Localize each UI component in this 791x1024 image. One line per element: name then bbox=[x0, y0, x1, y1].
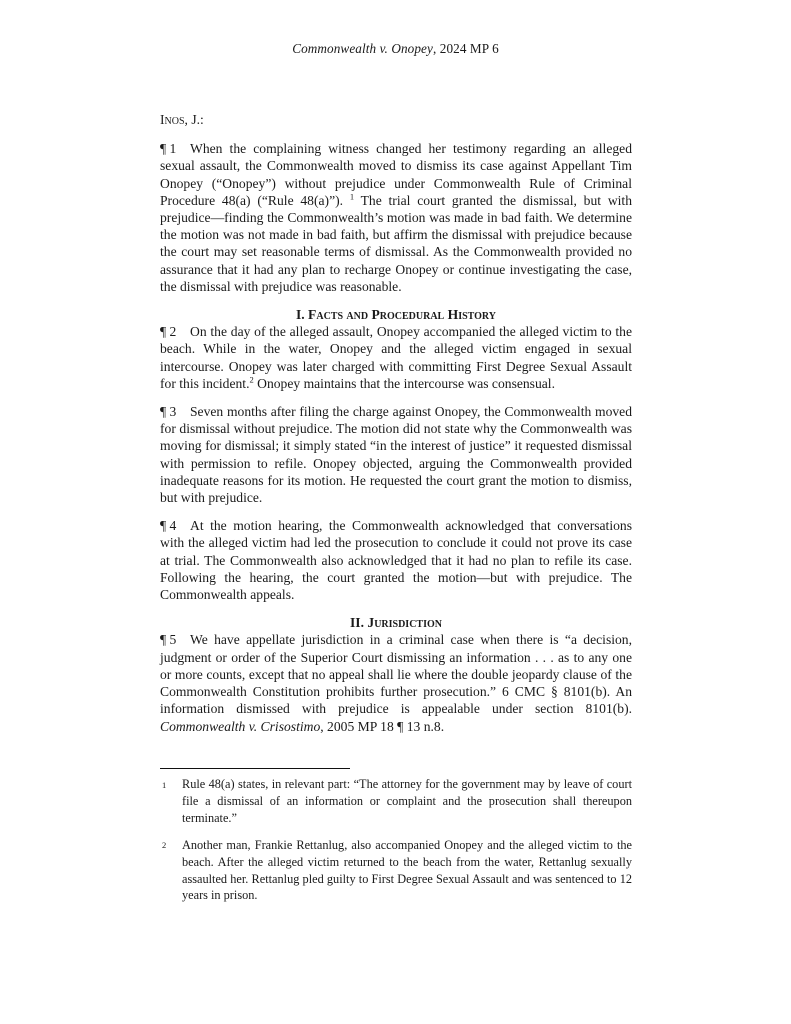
running-header-case-name: Commonwealth v. Onopey bbox=[292, 41, 433, 56]
paragraph-number: ¶ 3 bbox=[160, 404, 177, 420]
text-segment: When the complaining witness changed her testimony regarding an alleged sexual assault, the Commonwealth moved to dismiss its case against Appellant Tim Onopey (“Onopey”) without prejudice under Commonwealth Rule of Criminal Procedure 48(a) (“Rule 48(a)”). bbox=[160, 141, 632, 208]
paragraph-number: ¶ 4 bbox=[160, 518, 177, 534]
paragraph-number: ¶ 1 bbox=[160, 141, 177, 157]
opinion-paragraph bbox=[160, 517, 632, 603]
text-segment: We have appellate jurisdiction in a criminal case when there is “a decision, judgment or order of the Superior Court dismissing an information . . . as to any one or more counts, except that no appeal shall lie where the double jeopardy clause of the Commonwealth Constitution prohibits further prosecution.” 6 CMC § 8101(b). An information dismissed with prejudice is appealable under section 8101(b). bbox=[160, 632, 632, 717]
opinion-body bbox=[160, 111, 632, 746]
footnote bbox=[160, 837, 632, 905]
text-segment: Onopey maintains that the intercourse was consensual. bbox=[253, 375, 555, 391]
opinion-paragraph bbox=[160, 323, 632, 392]
opinion-paragraph bbox=[160, 140, 632, 295]
footnote-reference: 2 bbox=[249, 374, 254, 385]
text-segment: , 2005 MP 18 ¶ 13 n.8. bbox=[320, 718, 445, 734]
section-heading: II. Jurisdiction bbox=[350, 615, 442, 631]
footnote-list bbox=[160, 776, 632, 904]
text-segment: The trial court granted the dismissal, but with prejudice—finding the Commonwealth’s motion was made in bad faith. We determine the motion was not made in bad faith, but affirm the dismissal with prejudice because the court may set reasonable terms of dismissal. As the Commonwealth provided no assurance that it had any plan to recharge Onopey or continue investigating the case, the dismissal with prejudice was reasonable. bbox=[160, 192, 632, 294]
running-header bbox=[0, 41, 791, 57]
judge-line: Inos, J.: bbox=[160, 112, 204, 127]
footnote-separator bbox=[160, 768, 350, 769]
footnote-text: Rule 48(a) states, in relevant part: “The attorney for the government may by leave of court file a dismissal of an information or complaint and the prosecution shall thereupon terminate.” bbox=[182, 777, 632, 825]
running-header-citation: , 2024 MP 6 bbox=[432, 41, 499, 56]
opinion-blocks bbox=[160, 140, 632, 735]
section-heading: I. Facts and Procedural History bbox=[295, 307, 497, 323]
footnote bbox=[160, 776, 632, 827]
paragraph-number: ¶ 2 bbox=[160, 324, 177, 340]
text-segment: At the motion hearing, the Commonwealth acknowledged that conversations with the alleged victim had led the prosecution to conclude it could not prove its case at trial. The Commonwealth also acknowledged that it had no plan to refile its case. Following the hearing, the court granted the motion—but with prejudice. The Commonwealth appeals. bbox=[160, 518, 632, 603]
footnote-reference: 1 bbox=[349, 191, 355, 202]
text-segment: Seven months after filing the charge against Onopey, the Commonwealth moved for dismissal without prejudice. The motion did not state why the Commonwealth was moving for dismissal; it simply stated “in the interest of justice” it requested dismissal with permission to refile. Onopey objected, arguing the Commonwealth provided inadequate reasons for its motion. He requested the court grant the motion to dismiss, but with prejudice. bbox=[160, 404, 632, 506]
case-citation: Commonwealth v. Crisostimo bbox=[160, 718, 321, 734]
text-segment: On the day of the alleged assault, Onopey accompanied the alleged victim to the beach. While in the water, Onopey and the alleged victim engaged in sexual intercourse. Onopey was later charged with committing First Degree Sexual Assault for this incident. bbox=[160, 324, 632, 391]
paragraph-number: ¶ 5 bbox=[160, 632, 177, 648]
footnote-text: Another man, Frankie Rettanlug, also accompanied Onopey and the alleged victim to the beach. After the alleged victim returned to the beach from the water, Rettanlug sexually assaulted her. Rettanlug pled guilty to First Degree Sexual Assault and was sentenced to 12 years in prison. bbox=[182, 837, 632, 903]
footnote-number: 2 bbox=[162, 840, 167, 851]
opinion-paragraph bbox=[160, 403, 632, 506]
footnotes-section bbox=[160, 768, 632, 914]
footnote-number: 1 bbox=[162, 779, 167, 790]
opinion-paragraph bbox=[160, 631, 632, 734]
